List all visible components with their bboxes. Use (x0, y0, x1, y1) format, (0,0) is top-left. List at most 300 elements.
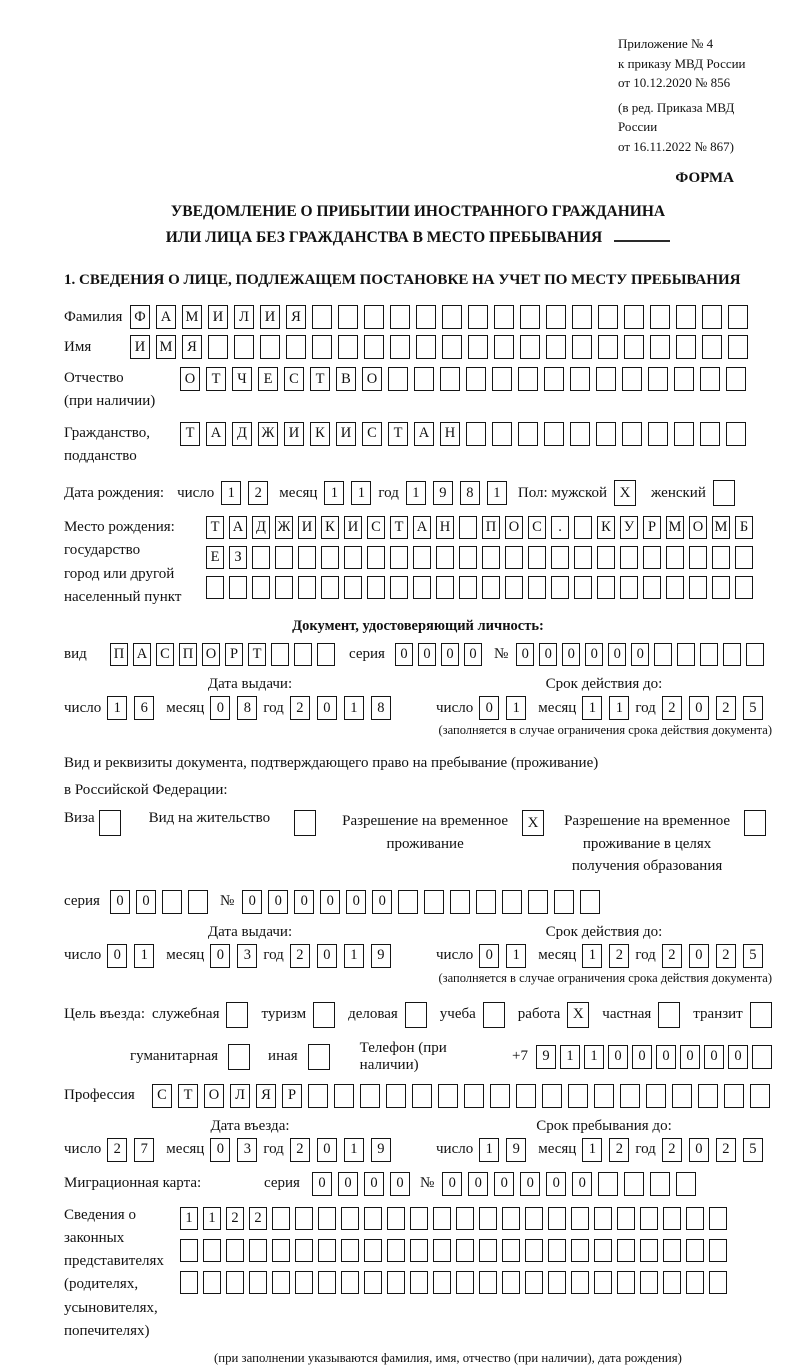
char-cell[interactable]: С (156, 643, 174, 666)
char-cell[interactable] (542, 1084, 562, 1108)
char-cell[interactable]: Р (282, 1084, 302, 1108)
char-cell[interactable]: 0 (520, 1172, 540, 1196)
char-cell[interactable] (702, 305, 722, 329)
char-cell[interactable] (414, 367, 434, 391)
char-cell[interactable] (413, 576, 431, 599)
char-cell[interactable]: 0 (479, 944, 499, 968)
char-cell[interactable] (416, 335, 436, 359)
char-cell[interactable] (750, 1084, 770, 1108)
char-cell[interactable] (450, 890, 470, 914)
char-cell[interactable]: Т (390, 516, 408, 539)
char-cell[interactable] (466, 422, 486, 446)
char-cell[interactable] (341, 1207, 359, 1230)
residence-permit-checkbox[interactable] (294, 810, 316, 836)
char-cell[interactable] (398, 890, 418, 914)
char-cell[interactable] (318, 1271, 336, 1294)
char-cell[interactable] (726, 422, 746, 446)
char-cell[interactable]: 0 (210, 944, 230, 968)
char-cell[interactable] (544, 422, 564, 446)
char-cell[interactable] (620, 1084, 640, 1108)
char-cell[interactable]: 1 (506, 696, 526, 720)
char-cell[interactable] (686, 1239, 704, 1262)
char-cell[interactable] (459, 516, 477, 539)
char-cell[interactable]: 0 (136, 890, 156, 914)
char-cell[interactable] (312, 335, 332, 359)
char-cell[interactable]: З (229, 546, 247, 569)
purpose-official-checkbox[interactable] (226, 1002, 248, 1028)
char-cell[interactable]: 1 (584, 1045, 604, 1069)
char-cell[interactable]: 0 (107, 944, 127, 968)
char-cell[interactable] (502, 1239, 520, 1262)
char-cell[interactable]: 6 (134, 696, 154, 720)
char-cell[interactable] (746, 643, 764, 666)
char-cell[interactable] (702, 335, 722, 359)
char-cell[interactable] (203, 1239, 221, 1262)
purpose-transit-checkbox[interactable] (750, 1002, 772, 1028)
char-cell[interactable]: 0 (338, 1172, 358, 1196)
char-cell[interactable] (387, 1239, 405, 1262)
char-cell[interactable]: 0 (468, 1172, 488, 1196)
char-cell[interactable]: Т (206, 516, 224, 539)
char-cell[interactable] (334, 1084, 354, 1108)
char-cell[interactable] (617, 1239, 635, 1262)
char-cell[interactable]: В (336, 367, 356, 391)
char-cell[interactable] (492, 422, 512, 446)
char-cell[interactable]: Н (440, 422, 460, 446)
char-cell[interactable] (442, 305, 462, 329)
char-cell[interactable]: А (133, 643, 151, 666)
char-cell[interactable]: Т (310, 367, 330, 391)
char-cell[interactable] (318, 1207, 336, 1230)
char-cell[interactable] (442, 335, 462, 359)
char-cell[interactable]: Л (234, 305, 254, 329)
char-cell[interactable]: П (110, 643, 128, 666)
char-cell[interactable]: О (202, 643, 220, 666)
char-cell[interactable] (571, 1271, 589, 1294)
char-cell[interactable]: Ч (232, 367, 252, 391)
char-cell[interactable] (672, 1084, 692, 1108)
char-cell[interactable] (709, 1207, 727, 1230)
char-cell[interactable]: И (336, 422, 356, 446)
char-cell[interactable]: 9 (506, 1138, 526, 1162)
char-cell[interactable] (643, 576, 661, 599)
char-cell[interactable]: 1 (344, 696, 364, 720)
char-cell[interactable]: 1 (582, 944, 602, 968)
char-cell[interactable] (648, 367, 668, 391)
char-cell[interactable]: Е (258, 367, 278, 391)
char-cell[interactable] (436, 546, 454, 569)
char-cell[interactable] (594, 1207, 612, 1230)
char-cell[interactable] (596, 367, 616, 391)
char-cell[interactable] (676, 335, 696, 359)
char-cell[interactable]: 0 (441, 643, 459, 666)
char-cell[interactable] (260, 335, 280, 359)
char-cell[interactable]: О (362, 367, 382, 391)
char-cell[interactable]: Е (206, 546, 224, 569)
char-cell[interactable] (298, 576, 316, 599)
char-cell[interactable] (272, 1207, 290, 1230)
char-cell[interactable] (321, 576, 339, 599)
char-cell[interactable]: 0 (689, 696, 709, 720)
char-cell[interactable] (364, 1207, 382, 1230)
char-cell[interactable] (580, 890, 600, 914)
char-cell[interactable] (624, 1172, 644, 1196)
char-cell[interactable] (494, 305, 514, 329)
char-cell[interactable] (317, 643, 335, 666)
char-cell[interactable] (438, 1084, 458, 1108)
sex-female-checkbox[interactable] (713, 480, 735, 506)
char-cell[interactable]: 0 (346, 890, 366, 914)
char-cell[interactable]: 0 (372, 890, 392, 914)
char-cell[interactable] (456, 1239, 474, 1262)
char-cell[interactable] (622, 367, 642, 391)
char-cell[interactable]: А (206, 422, 226, 446)
char-cell[interactable] (551, 546, 569, 569)
char-cell[interactable]: 0 (680, 1045, 700, 1069)
char-cell[interactable] (544, 367, 564, 391)
purpose-work-checkbox[interactable]: X (567, 1002, 589, 1028)
char-cell[interactable] (433, 1207, 451, 1230)
char-cell[interactable] (712, 546, 730, 569)
char-cell[interactable]: 1 (479, 1138, 499, 1162)
char-cell[interactable] (386, 1084, 406, 1108)
char-cell[interactable]: О (505, 516, 523, 539)
char-cell[interactable] (459, 576, 477, 599)
char-cell[interactable]: 2 (716, 696, 736, 720)
char-cell[interactable]: 0 (312, 1172, 332, 1196)
char-cell[interactable]: Л (230, 1084, 250, 1108)
char-cell[interactable]: И (344, 516, 362, 539)
char-cell[interactable]: 2 (609, 1138, 629, 1162)
char-cell[interactable]: 2 (662, 944, 682, 968)
char-cell[interactable] (294, 643, 312, 666)
char-cell[interactable]: 1 (344, 944, 364, 968)
char-cell[interactable] (677, 643, 695, 666)
sex-male-checkbox[interactable]: X (614, 480, 636, 506)
char-cell[interactable]: 5 (743, 944, 763, 968)
char-cell[interactable] (286, 335, 306, 359)
char-cell[interactable] (709, 1271, 727, 1294)
char-cell[interactable]: М (182, 305, 202, 329)
char-cell[interactable]: 2 (107, 1138, 127, 1162)
char-cell[interactable] (650, 1172, 670, 1196)
char-cell[interactable]: 0 (390, 1172, 410, 1196)
char-cell[interactable] (689, 546, 707, 569)
char-cell[interactable] (433, 1271, 451, 1294)
char-cell[interactable] (206, 576, 224, 599)
char-cell[interactable] (344, 576, 362, 599)
char-cell[interactable] (390, 335, 410, 359)
char-cell[interactable] (518, 367, 538, 391)
char-cell[interactable]: Ж (258, 422, 278, 446)
char-cell[interactable] (622, 422, 642, 446)
char-cell[interactable] (275, 576, 293, 599)
char-cell[interactable] (295, 1239, 313, 1262)
char-cell[interactable]: И (208, 305, 228, 329)
char-cell[interactable]: И (260, 305, 280, 329)
char-cell[interactable]: 8 (371, 696, 391, 720)
char-cell[interactable]: 1 (609, 696, 629, 720)
char-cell[interactable] (413, 546, 431, 569)
char-cell[interactable] (252, 546, 270, 569)
char-cell[interactable]: 1 (582, 696, 602, 720)
char-cell[interactable]: 0 (608, 643, 626, 666)
char-cell[interactable] (528, 890, 548, 914)
char-cell[interactable] (271, 643, 289, 666)
char-cell[interactable] (234, 335, 254, 359)
char-cell[interactable] (572, 305, 592, 329)
char-cell[interactable]: 3 (237, 944, 257, 968)
char-cell[interactable] (456, 1271, 474, 1294)
char-cell[interactable]: А (229, 516, 247, 539)
char-cell[interactable]: 1 (351, 481, 371, 505)
char-cell[interactable]: 1 (344, 1138, 364, 1162)
char-cell[interactable] (482, 546, 500, 569)
char-cell[interactable]: Р (643, 516, 661, 539)
char-cell[interactable]: П (482, 516, 500, 539)
char-cell[interactable] (666, 576, 684, 599)
purpose-humanitarian-checkbox[interactable] (228, 1044, 250, 1070)
char-cell[interactable] (617, 1207, 635, 1230)
char-cell[interactable] (466, 367, 486, 391)
char-cell[interactable] (570, 422, 590, 446)
char-cell[interactable] (528, 576, 546, 599)
char-cell[interactable] (203, 1271, 221, 1294)
char-cell[interactable] (502, 1207, 520, 1230)
char-cell[interactable] (546, 335, 566, 359)
char-cell[interactable]: 2 (716, 944, 736, 968)
char-cell[interactable]: И (284, 422, 304, 446)
purpose-private-checkbox[interactable] (658, 1002, 680, 1028)
char-cell[interactable]: 0 (631, 643, 649, 666)
char-cell[interactable] (700, 643, 718, 666)
char-cell[interactable] (180, 1239, 198, 1262)
char-cell[interactable] (650, 305, 670, 329)
char-cell[interactable] (624, 335, 644, 359)
char-cell[interactable]: 1 (324, 481, 344, 505)
char-cell[interactable]: О (689, 516, 707, 539)
char-cell[interactable] (229, 576, 247, 599)
purpose-business-checkbox[interactable] (405, 1002, 427, 1028)
char-cell[interactable]: 1 (134, 944, 154, 968)
char-cell[interactable] (360, 1084, 380, 1108)
char-cell[interactable] (424, 890, 444, 914)
char-cell[interactable] (338, 305, 358, 329)
char-cell[interactable]: 0 (294, 890, 314, 914)
char-cell[interactable] (520, 335, 540, 359)
char-cell[interactable] (390, 576, 408, 599)
char-cell[interactable]: 2 (226, 1207, 244, 1230)
char-cell[interactable] (525, 1239, 543, 1262)
char-cell[interactable] (208, 335, 228, 359)
char-cell[interactable] (700, 422, 720, 446)
char-cell[interactable]: 2 (290, 1138, 310, 1162)
char-cell[interactable] (598, 335, 618, 359)
char-cell[interactable] (295, 1271, 313, 1294)
char-cell[interactable] (735, 546, 753, 569)
char-cell[interactable]: 0 (317, 696, 337, 720)
char-cell[interactable] (364, 1271, 382, 1294)
char-cell[interactable]: Н (436, 516, 454, 539)
char-cell[interactable]: С (284, 367, 304, 391)
char-cell[interactable]: К (310, 422, 330, 446)
char-cell[interactable] (252, 576, 270, 599)
char-cell[interactable] (318, 1239, 336, 1262)
char-cell[interactable]: 1 (107, 696, 127, 720)
char-cell[interactable] (724, 1084, 744, 1108)
char-cell[interactable] (596, 422, 616, 446)
char-cell[interactable]: К (321, 516, 339, 539)
char-cell[interactable]: 8 (460, 481, 480, 505)
char-cell[interactable] (640, 1271, 658, 1294)
char-cell[interactable]: 3 (237, 1138, 257, 1162)
char-cell[interactable] (709, 1239, 727, 1262)
char-cell[interactable]: 2 (662, 1138, 682, 1162)
char-cell[interactable]: 1 (582, 1138, 602, 1162)
char-cell[interactable]: 0 (320, 890, 340, 914)
char-cell[interactable]: 9 (536, 1045, 556, 1069)
purpose-other-checkbox[interactable] (308, 1044, 330, 1070)
char-cell[interactable] (686, 1207, 704, 1230)
char-cell[interactable] (574, 516, 592, 539)
char-cell[interactable]: О (204, 1084, 224, 1108)
char-cell[interactable] (598, 1172, 618, 1196)
char-cell[interactable] (505, 546, 523, 569)
char-cell[interactable] (624, 305, 644, 329)
char-cell[interactable] (518, 422, 538, 446)
char-cell[interactable] (410, 1207, 428, 1230)
char-cell[interactable] (752, 1045, 772, 1069)
char-cell[interactable] (505, 576, 523, 599)
char-cell[interactable] (648, 422, 668, 446)
char-cell[interactable] (387, 1271, 405, 1294)
char-cell[interactable] (298, 546, 316, 569)
char-cell[interactable] (568, 1084, 588, 1108)
visa-checkbox[interactable] (99, 810, 121, 836)
char-cell[interactable] (410, 1239, 428, 1262)
char-cell[interactable] (594, 1271, 612, 1294)
char-cell[interactable]: 9 (371, 1138, 391, 1162)
char-cell[interactable]: 2 (609, 944, 629, 968)
char-cell[interactable] (412, 1084, 432, 1108)
char-cell[interactable] (490, 1084, 510, 1108)
char-cell[interactable] (275, 546, 293, 569)
char-cell[interactable] (574, 576, 592, 599)
char-cell[interactable] (546, 305, 566, 329)
char-cell[interactable] (571, 1239, 589, 1262)
char-cell[interactable] (341, 1271, 359, 1294)
char-cell[interactable]: Ф (130, 305, 150, 329)
char-cell[interactable]: 0 (210, 696, 230, 720)
char-cell[interactable]: М (156, 335, 176, 359)
char-cell[interactable] (479, 1239, 497, 1262)
char-cell[interactable] (666, 546, 684, 569)
char-cell[interactable]: Т (180, 422, 200, 446)
char-cell[interactable] (548, 1271, 566, 1294)
char-cell[interactable]: 0 (364, 1172, 384, 1196)
char-cell[interactable] (597, 576, 615, 599)
char-cell[interactable] (308, 1084, 328, 1108)
char-cell[interactable] (459, 546, 477, 569)
char-cell[interactable]: И (298, 516, 316, 539)
char-cell[interactable]: Д (232, 422, 252, 446)
char-cell[interactable]: С (367, 516, 385, 539)
char-cell[interactable] (646, 1084, 666, 1108)
char-cell[interactable] (468, 305, 488, 329)
char-cell[interactable] (364, 1239, 382, 1262)
char-cell[interactable] (295, 1207, 313, 1230)
char-cell[interactable] (390, 305, 410, 329)
char-cell[interactable] (226, 1239, 244, 1262)
char-cell[interactable] (698, 1084, 718, 1108)
char-cell[interactable] (341, 1239, 359, 1262)
char-cell[interactable]: 0 (656, 1045, 676, 1069)
char-cell[interactable] (520, 305, 540, 329)
char-cell[interactable]: 0 (689, 944, 709, 968)
char-cell[interactable] (410, 1271, 428, 1294)
char-cell[interactable]: 0 (704, 1045, 724, 1069)
char-cell[interactable]: 0 (546, 1172, 566, 1196)
char-cell[interactable]: 0 (494, 1172, 514, 1196)
char-cell[interactable] (597, 546, 615, 569)
char-cell[interactable]: 0 (210, 1138, 230, 1162)
char-cell[interactable]: . (551, 516, 569, 539)
char-cell[interactable] (728, 305, 748, 329)
char-cell[interactable]: 0 (242, 890, 262, 914)
char-cell[interactable]: 2 (290, 696, 310, 720)
char-cell[interactable]: М (712, 516, 730, 539)
char-cell[interactable] (516, 1084, 536, 1108)
char-cell[interactable] (312, 305, 332, 329)
char-cell[interactable] (468, 335, 488, 359)
char-cell[interactable]: 0 (268, 890, 288, 914)
char-cell[interactable] (479, 1207, 497, 1230)
char-cell[interactable]: 0 (572, 1172, 592, 1196)
char-cell[interactable]: 1 (506, 944, 526, 968)
char-cell[interactable] (650, 335, 670, 359)
char-cell[interactable]: 1 (221, 481, 241, 505)
char-cell[interactable]: 0 (516, 643, 534, 666)
char-cell[interactable] (640, 1207, 658, 1230)
char-cell[interactable] (367, 546, 385, 569)
char-cell[interactable] (525, 1271, 543, 1294)
char-cell[interactable]: 0 (479, 696, 499, 720)
char-cell[interactable] (226, 1271, 244, 1294)
char-cell[interactable]: 0 (632, 1045, 652, 1069)
char-cell[interactable]: М (666, 516, 684, 539)
char-cell[interactable]: И (130, 335, 150, 359)
char-cell[interactable] (654, 643, 672, 666)
char-cell[interactable] (686, 1271, 704, 1294)
char-cell[interactable] (554, 890, 574, 914)
char-cell[interactable]: 0 (418, 643, 436, 666)
char-cell[interactable] (726, 367, 746, 391)
char-cell[interactable] (551, 576, 569, 599)
char-cell[interactable] (594, 1084, 614, 1108)
char-cell[interactable] (617, 1271, 635, 1294)
char-cell[interactable]: 0 (585, 643, 603, 666)
char-cell[interactable]: А (156, 305, 176, 329)
char-cell[interactable] (494, 335, 514, 359)
char-cell[interactable]: 9 (371, 944, 391, 968)
char-cell[interactable]: 2 (290, 944, 310, 968)
char-cell[interactable] (525, 1207, 543, 1230)
char-cell[interactable]: Я (256, 1084, 276, 1108)
char-cell[interactable] (388, 367, 408, 391)
char-cell[interactable] (598, 305, 618, 329)
char-cell[interactable] (321, 546, 339, 569)
char-cell[interactable] (367, 576, 385, 599)
